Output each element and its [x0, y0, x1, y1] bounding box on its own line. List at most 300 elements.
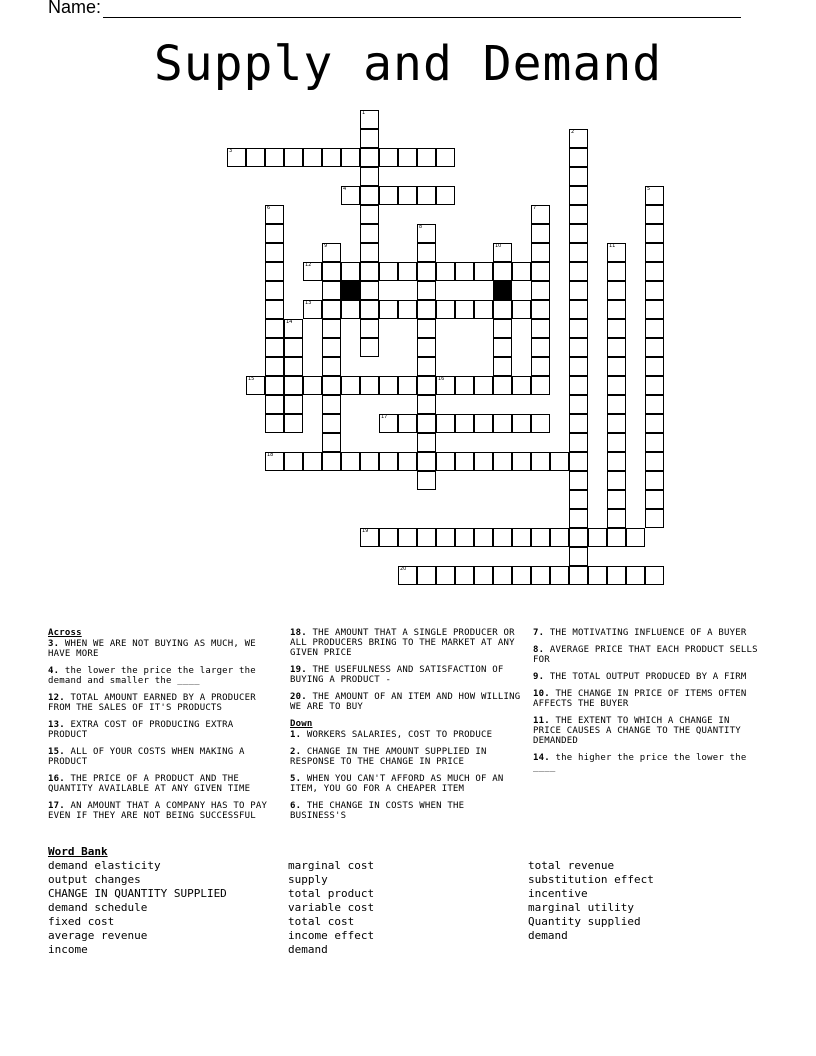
- crossword-cell[interactable]: [493, 262, 512, 281]
- crossword-cell[interactable]: [341, 262, 360, 281]
- clue-number: 9: [324, 243, 328, 249]
- crossword-cell[interactable]: [322, 281, 341, 300]
- crossword-cell[interactable]: [474, 414, 493, 433]
- crossword-cell[interactable]: [284, 395, 303, 414]
- clue-text: EXTRA COST OF PRODUCING EXTRA PRODUCT: [48, 720, 234, 740]
- crossword-cell[interactable]: [588, 566, 607, 585]
- crossword-cell[interactable]: [569, 148, 588, 167]
- crossword-cell[interactable]: [569, 281, 588, 300]
- clue-text: THE PRICE OF A PRODUCT AND THE QUANTITY AVAILABLE AT ANY GIVEN TIME: [48, 774, 251, 794]
- crossword-cell[interactable]: [569, 338, 588, 357]
- crossword-cell[interactable]: [455, 566, 474, 585]
- crossword-cell[interactable]: [303, 376, 322, 395]
- clue-number: 20: [400, 566, 407, 572]
- crossword-cell[interactable]: [645, 566, 664, 585]
- crossword-cell[interactable]: [569, 243, 588, 262]
- crossword-cell[interactable]: [417, 414, 436, 433]
- crossword-cell[interactable]: [607, 566, 626, 585]
- crossword-cell[interactable]: [417, 433, 436, 452]
- crossword-cell[interactable]: [322, 338, 341, 357]
- clue-text: THE AMOUNT THAT A SINGLE PRODUCER OR ALL PRODUCERS BRING TO THE MARKET AT ANY GIVEN PRICE: [290, 628, 515, 658]
- crossword-cell[interactable]: [493, 300, 512, 319]
- crossword-cell[interactable]: [398, 452, 417, 471]
- crossword-cell[interactable]: [360, 243, 379, 262]
- crossword-cell[interactable]: [284, 148, 303, 167]
- crossword-cell[interactable]: [569, 490, 588, 509]
- crossword-cell[interactable]: [417, 224, 436, 243]
- clue-number-label: 13.: [48, 720, 65, 730]
- crossword-cell[interactable]: [493, 243, 512, 262]
- crossword-cell[interactable]: [607, 262, 626, 281]
- crossword-cell[interactable]: [512, 262, 531, 281]
- crossword-cell[interactable]: [455, 262, 474, 281]
- crossword-cell[interactable]: [265, 262, 284, 281]
- clue-text: THE MOTIVATING INFLUENCE OF A BUYER: [544, 628, 747, 638]
- crossword-cell[interactable]: [436, 300, 455, 319]
- crossword-cell[interactable]: [322, 376, 341, 395]
- crossword-cell[interactable]: [227, 148, 246, 167]
- crossword-cell[interactable]: [417, 395, 436, 414]
- crossword-cell[interactable]: [322, 452, 341, 471]
- crossword-cell[interactable]: [569, 509, 588, 528]
- clue-item: [533, 753, 763, 773]
- crossword-cell[interactable]: [417, 357, 436, 376]
- crossword-cell[interactable]: [265, 148, 284, 167]
- crossword-cell[interactable]: [512, 376, 531, 395]
- crossword-cell[interactable]: [645, 338, 664, 357]
- clue-number-label: 6.: [290, 801, 302, 811]
- crossword-cell[interactable]: [360, 528, 379, 547]
- crossword-cell[interactable]: [607, 243, 626, 262]
- crossword-cell[interactable]: [607, 452, 626, 471]
- crossword-cell[interactable]: [322, 148, 341, 167]
- crossword-cell[interactable]: [531, 281, 550, 300]
- clue-number: 16: [438, 376, 445, 382]
- crossword-cell[interactable]: [550, 528, 569, 547]
- crossword-cell[interactable]: [265, 281, 284, 300]
- crossword-cell[interactable]: [474, 300, 493, 319]
- crossword-cell[interactable]: [607, 338, 626, 357]
- crossword-cell[interactable]: [284, 376, 303, 395]
- word-bank-item: income: [48, 943, 88, 956]
- crossword-cell[interactable]: [417, 262, 436, 281]
- clue-item: [290, 730, 522, 740]
- clues-column-3: [533, 628, 763, 780]
- crossword-cell[interactable]: [493, 528, 512, 547]
- word-bank-item: income effect: [288, 929, 375, 942]
- word-bank-item: average revenue: [48, 929, 148, 942]
- crossword-cell[interactable]: [398, 262, 417, 281]
- crossword-cell[interactable]: [436, 376, 455, 395]
- crossword-cell[interactable]: [645, 262, 664, 281]
- clue-text: the lower the price the larger the demand and smaller the ____: [48, 666, 256, 686]
- crossword-cell[interactable]: [303, 262, 322, 281]
- crossword-cell[interactable]: [569, 319, 588, 338]
- crossword-cell[interactable]: [607, 414, 626, 433]
- crossword-cell[interactable]: [569, 205, 588, 224]
- crossword-cell[interactable]: [322, 357, 341, 376]
- crossword-cell[interactable]: [569, 452, 588, 471]
- crossword-cell[interactable]: [645, 205, 664, 224]
- crossword-cell[interactable]: [322, 319, 341, 338]
- clue-text: WORKERS SALARIES, COST TO PRODUCE: [301, 730, 493, 740]
- crossword-cell[interactable]: [607, 300, 626, 319]
- crossword-cell[interactable]: [265, 357, 284, 376]
- word-bank-item: fixed cost: [48, 915, 115, 928]
- word-bank-item: demand: [288, 943, 328, 956]
- clue-number: 11: [609, 243, 616, 249]
- crossword-cell[interactable]: [493, 376, 512, 395]
- crossword-cell[interactable]: [417, 471, 436, 490]
- crossword-cell[interactable]: [341, 376, 360, 395]
- crossword-cell[interactable]: [607, 490, 626, 509]
- crossword-cell[interactable]: [436, 528, 455, 547]
- crossword-cell[interactable]: [360, 110, 379, 129]
- crossword-cell[interactable]: [645, 395, 664, 414]
- clue-item: [48, 693, 274, 713]
- crossword-cell[interactable]: [265, 452, 284, 471]
- crossword-cell[interactable]: [607, 433, 626, 452]
- crossword-cell[interactable]: [284, 338, 303, 357]
- clue-text: TOTAL AMOUNT EARNED BY A PRODUCER FROM THE SALES OF IT'S PRODUCTS: [48, 693, 256, 713]
- crossword-cell[interactable]: [569, 167, 588, 186]
- clue-number: 12: [305, 262, 312, 268]
- clue-number-label: 14.: [533, 753, 550, 763]
- clue-text: AN AMOUNT THAT A COMPANY HAS TO PAY EVEN IF THEY ARE NOT BEING SUCCESSFUL: [48, 801, 268, 821]
- clue-item: [290, 692, 522, 712]
- crossword-cell[interactable]: [303, 148, 322, 167]
- clue-item: [290, 665, 522, 685]
- clue-number: 5: [647, 186, 651, 192]
- crossword-cell[interactable]: [550, 452, 569, 471]
- crossword-cell[interactable]: [531, 300, 550, 319]
- word-bank-item: marginal cost: [288, 859, 375, 872]
- crossword-cell[interactable]: [531, 357, 550, 376]
- clue-item: [533, 628, 763, 638]
- crossword-cell[interactable]: [493, 338, 512, 357]
- crossword-cell[interactable]: [398, 528, 417, 547]
- clue-text: THE TOTAL OUTPUT PRODUCED BY A FIRM: [544, 672, 747, 682]
- clue-number: 18: [267, 452, 274, 458]
- crossword-cell[interactable]: [607, 319, 626, 338]
- crossword-cell[interactable]: [531, 452, 550, 471]
- clue-item: [48, 747, 274, 767]
- crossword-cell[interactable]: [436, 566, 455, 585]
- clue-text: THE USEFULNESS AND SATISFACTION OF BUYING A PRODUCT -: [290, 665, 504, 685]
- crossword-cell[interactable]: [398, 300, 417, 319]
- crossword-cell[interactable]: [417, 338, 436, 357]
- crossword-cell[interactable]: [398, 376, 417, 395]
- crossword-cell[interactable]: [455, 376, 474, 395]
- crossword-cell[interactable]: [360, 376, 379, 395]
- crossword-cell[interactable]: [607, 357, 626, 376]
- crossword-cell[interactable]: [645, 414, 664, 433]
- crossword-cell[interactable]: [607, 471, 626, 490]
- crossword-cell[interactable]: [379, 414, 398, 433]
- crossword-cell[interactable]: [569, 376, 588, 395]
- clue-item: [48, 666, 274, 686]
- crossword-cell[interactable]: [322, 262, 341, 281]
- clue-number-label: 12.: [48, 693, 65, 703]
- crossword-cell[interactable]: [531, 224, 550, 243]
- crossword-cell[interactable]: [645, 186, 664, 205]
- clue-number: 6: [267, 205, 271, 211]
- crossword-cell[interactable]: [569, 528, 588, 547]
- crossword-cell[interactable]: [284, 357, 303, 376]
- crossword-cell[interactable]: [417, 281, 436, 300]
- crossword-cell[interactable]: [417, 566, 436, 585]
- crossword-cell[interactable]: [531, 414, 550, 433]
- crossword-cell[interactable]: [455, 414, 474, 433]
- crossword-cell[interactable]: [645, 452, 664, 471]
- crossword-cell[interactable]: [474, 528, 493, 547]
- crossword-cell[interactable]: [265, 414, 284, 433]
- crossword-cell[interactable]: [645, 471, 664, 490]
- crossword-cell[interactable]: [645, 376, 664, 395]
- clue-number: 8: [419, 224, 423, 230]
- clue-item: [48, 720, 274, 740]
- crossword-cell[interactable]: [398, 148, 417, 167]
- crossword-cell[interactable]: [474, 452, 493, 471]
- clue-number: 4: [343, 186, 347, 192]
- crossword-cell[interactable]: [265, 300, 284, 319]
- crossword-cell[interactable]: [436, 186, 455, 205]
- crossword-cell[interactable]: [360, 262, 379, 281]
- crossword-cell[interactable]: [360, 452, 379, 471]
- crossword-cell[interactable]: [322, 433, 341, 452]
- crossword-cell[interactable]: [531, 566, 550, 585]
- crossword-cell[interactable]: [512, 452, 531, 471]
- crossword-cell[interactable]: [607, 281, 626, 300]
- crossword-cell[interactable]: [569, 547, 588, 566]
- crossword-cell[interactable]: [531, 205, 550, 224]
- clue-number: 15: [248, 376, 255, 382]
- crossword-cell[interactable]: [341, 148, 360, 167]
- crossword-cell[interactable]: [341, 186, 360, 205]
- word-bank-item: marginal utility: [528, 901, 634, 914]
- crossword-cell[interactable]: [512, 414, 531, 433]
- crossword-cell[interactable]: [569, 357, 588, 376]
- word-bank-item: demand: [528, 929, 568, 942]
- clue-number-label: 2.: [290, 747, 302, 757]
- crossword-cell[interactable]: [360, 129, 379, 148]
- crossword-cell[interactable]: [360, 338, 379, 357]
- crossword-cell[interactable]: [569, 471, 588, 490]
- crossword-cell[interactable]: [569, 224, 588, 243]
- crossword-cell[interactable]: [398, 186, 417, 205]
- crossword-cell[interactable]: [645, 281, 664, 300]
- crossword-cell[interactable]: [645, 433, 664, 452]
- crossword-cell[interactable]: [569, 566, 588, 585]
- crossword-cell[interactable]: [417, 300, 436, 319]
- crossword-cell[interactable]: [569, 395, 588, 414]
- clue-item: [290, 801, 522, 821]
- crossword-cell[interactable]: [322, 243, 341, 262]
- crossword-cell[interactable]: [645, 319, 664, 338]
- crossword-cell[interactable]: [588, 528, 607, 547]
- word-bank-item: demand elasticity: [48, 859, 161, 872]
- crossword-cell[interactable]: [455, 452, 474, 471]
- crossword-cell[interactable]: [417, 243, 436, 262]
- crossword-cell[interactable]: [626, 528, 645, 547]
- clue-number-label: 7.: [533, 628, 545, 638]
- word-bank-item: total product: [288, 887, 375, 900]
- clue-number: 19: [362, 528, 369, 534]
- clue-item: [533, 716, 763, 746]
- crossword-cell[interactable]: [246, 148, 265, 167]
- clue-text: CHANGE IN THE AMOUNT SUPPLIED IN RESPONSE TO THE CHANGE IN PRICE: [290, 747, 487, 767]
- crossword-cell[interactable]: [417, 528, 436, 547]
- crossword-cell[interactable]: [607, 395, 626, 414]
- crossword-cell[interactable]: [265, 395, 284, 414]
- crossword-cell[interactable]: [265, 319, 284, 338]
- clue-number-label: 3.: [48, 639, 60, 649]
- word-bank-item: substitution effect: [528, 873, 654, 886]
- crossword-cell[interactable]: [645, 509, 664, 528]
- crossword-cell[interactable]: [455, 528, 474, 547]
- crossword-cell[interactable]: [379, 452, 398, 471]
- crossword-cell[interactable]: [645, 224, 664, 243]
- word-bank-item: CHANGE IN QUANTITY SUPPLIED: [48, 887, 227, 900]
- clue-text: the higher the price the lower the ____: [533, 753, 747, 773]
- clue-number-label: 19.: [290, 665, 307, 675]
- crossword-cell[interactable]: [417, 319, 436, 338]
- word-bank-column-2: [288, 859, 374, 957]
- crossword-cell[interactable]: [360, 167, 379, 186]
- clue-number: 17: [381, 414, 388, 420]
- crossword-cell[interactable]: [645, 243, 664, 262]
- clue-text: THE CHANGE IN COSTS WHEN THE BUSINESS'S: [290, 801, 465, 821]
- crossword-cell[interactable]: [360, 319, 379, 338]
- crossword-cell[interactable]: [379, 262, 398, 281]
- crossword-cell[interactable]: [398, 414, 417, 433]
- crossword-cell[interactable]: [607, 509, 626, 528]
- crossword-cell[interactable]: [265, 224, 284, 243]
- crossword-cell[interactable]: [379, 186, 398, 205]
- crossword-cell[interactable]: [284, 414, 303, 433]
- crossword-cell[interactable]: [569, 300, 588, 319]
- crossword-cell[interactable]: [417, 148, 436, 167]
- crossword-cell[interactable]: [379, 148, 398, 167]
- crossword-cell[interactable]: [531, 262, 550, 281]
- clue-number-label: 1.: [290, 730, 302, 740]
- crossword-cell[interactable]: [531, 376, 550, 395]
- crossword-cell[interactable]: [398, 566, 417, 585]
- clue-text: WHEN YOU CAN'T AFFORD AS MUCH OF AN ITEM, YOU GO FOR A CHEAPER ITEM: [290, 774, 504, 794]
- crossword-cell[interactable]: [265, 376, 284, 395]
- crossword-cell[interactable]: [341, 452, 360, 471]
- crossword-cell[interactable]: [417, 186, 436, 205]
- crossword-cell[interactable]: [436, 262, 455, 281]
- crossword-cell[interactable]: [379, 528, 398, 547]
- crossword-cell[interactable]: [607, 528, 626, 547]
- crossword-cell[interactable]: [493, 452, 512, 471]
- crossword-cell[interactable]: [265, 243, 284, 262]
- crossword-cell[interactable]: [531, 319, 550, 338]
- crossword-cell[interactable]: [341, 300, 360, 319]
- crossword-cell[interactable]: [569, 433, 588, 452]
- crossword-cell[interactable]: [512, 566, 531, 585]
- crossword-cell[interactable]: [493, 566, 512, 585]
- clue-number-label: 11.: [533, 716, 550, 726]
- crossword-cell[interactable]: [569, 262, 588, 281]
- crossword-cell[interactable]: [474, 376, 493, 395]
- crossword-cell[interactable]: [493, 319, 512, 338]
- word-bank-item: total cost: [288, 915, 355, 928]
- crossword-cell[interactable]: [645, 490, 664, 509]
- word-bank-item: Quantity supplied: [528, 915, 641, 928]
- crossword-cell[interactable]: [322, 300, 341, 319]
- crossword-cell[interactable]: [417, 452, 436, 471]
- crossword-cell[interactable]: [322, 395, 341, 414]
- crossword-cell[interactable]: [360, 281, 379, 300]
- clue-number-label: 10.: [533, 689, 550, 699]
- clue-text: THE AMOUNT OF AN ITEM AND HOW WILLING WE ARE TO BUY: [290, 692, 521, 712]
- crossword-cell[interactable]: [645, 300, 664, 319]
- crossword-cell[interactable]: [265, 338, 284, 357]
- word-bank-item: incentive: [528, 887, 588, 900]
- clue-item: [290, 774, 522, 794]
- crossword-cell[interactable]: [360, 300, 379, 319]
- crossword-cell[interactable]: [379, 300, 398, 319]
- crossword-cell[interactable]: [360, 224, 379, 243]
- crossword-cell[interactable]: [569, 414, 588, 433]
- crossword-cell[interactable]: [436, 452, 455, 471]
- crossword-cell[interactable]: [360, 186, 379, 205]
- crossword-cell[interactable]: [531, 243, 550, 262]
- clue-number-label: 16.: [48, 774, 65, 784]
- word-bank-heading: Word Bank: [48, 845, 108, 858]
- crossword-cell[interactable]: [474, 566, 493, 585]
- word-bank-item: supply: [288, 873, 328, 886]
- crossword-cell[interactable]: [607, 376, 626, 395]
- crossword-cell[interactable]: [303, 300, 322, 319]
- crossword-cell[interactable]: [417, 376, 436, 395]
- crossword-cell[interactable]: [246, 376, 265, 395]
- crossword-cell[interactable]: [474, 262, 493, 281]
- crossword-cell[interactable]: [626, 566, 645, 585]
- crossword-cell[interactable]: [645, 357, 664, 376]
- crossword-cell[interactable]: [550, 566, 569, 585]
- crossword-cell[interactable]: [360, 148, 379, 167]
- clue-number: 3: [229, 148, 233, 154]
- crossword-cell[interactable]: [379, 376, 398, 395]
- clue-number: 14: [286, 319, 293, 325]
- clue-number: 13: [305, 300, 312, 306]
- crossword-cell[interactable]: [303, 452, 322, 471]
- crossword-cell[interactable]: [512, 300, 531, 319]
- crossword-cell[interactable]: [360, 205, 379, 224]
- crossword-cell[interactable]: [436, 148, 455, 167]
- crossword-cell[interactable]: [493, 357, 512, 376]
- crossword-cell[interactable]: [493, 414, 512, 433]
- black-cell: [341, 281, 360, 300]
- clue-number-label: 17.: [48, 801, 65, 811]
- crossword-cell[interactable]: [436, 414, 455, 433]
- crossword-cell[interactable]: [531, 338, 550, 357]
- crossword-cell[interactable]: [569, 129, 588, 148]
- crossword-cell[interactable]: [512, 528, 531, 547]
- crossword-cell[interactable]: [265, 205, 284, 224]
- crossword-cell[interactable]: [569, 186, 588, 205]
- clues-column-2: [290, 628, 522, 828]
- crossword-cell[interactable]: [455, 300, 474, 319]
- black-cell: [493, 281, 512, 300]
- crossword-cell[interactable]: [531, 528, 550, 547]
- crossword-cell[interactable]: [284, 319, 303, 338]
- crossword-cell[interactable]: [322, 414, 341, 433]
- crossword-cell[interactable]: [284, 452, 303, 471]
